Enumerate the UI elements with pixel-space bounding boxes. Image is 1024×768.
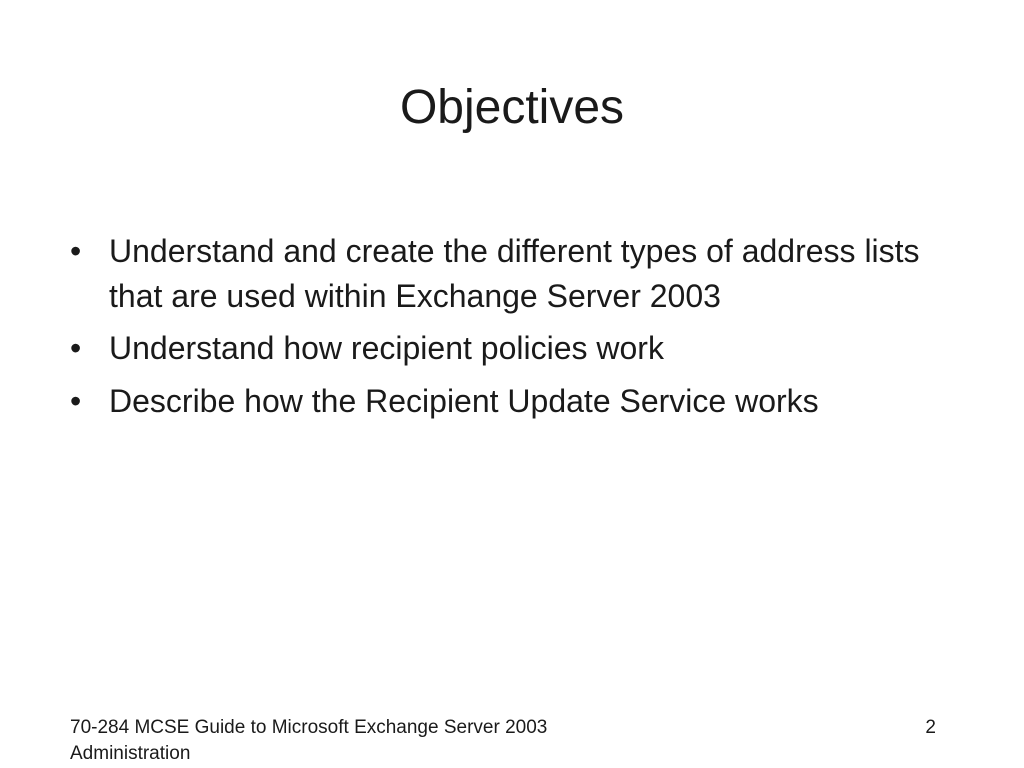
footer-line-1: 70-284 MCSE Guide to Microsoft Exchange Server 2003	[70, 717, 548, 738]
objective-text-1: Understand and create the different types of address lists that are used within Exchange Server 2003	[109, 233, 920, 314]
bullet-marker: •	[70, 330, 82, 366]
objective-text-2: Understand how recipient policies work	[109, 330, 664, 366]
slide-title: Objectives	[399, 81, 625, 134]
footer-line-2: Administration	[70, 743, 191, 764]
objective-item-2	[70, 326, 950, 371]
bullet-marker: •	[70, 233, 82, 269]
objective-item-3	[70, 379, 950, 424]
page-number: 2	[925, 717, 936, 738]
footer-course-title	[70, 715, 710, 767]
objectives-list	[70, 229, 950, 431]
objective-item-1	[70, 229, 950, 318]
bullet-marker: •	[70, 382, 82, 419]
objective-text-3: Describe how the Recipient Update Service works	[109, 382, 819, 419]
